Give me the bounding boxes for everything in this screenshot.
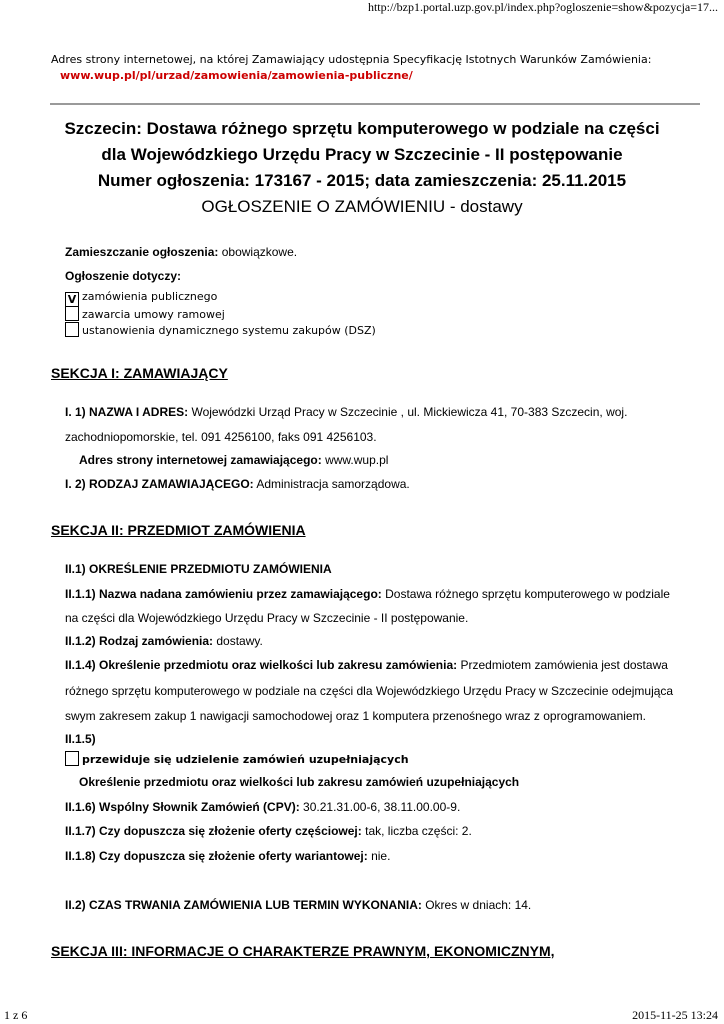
item-2-1-8 bbox=[65, 849, 390, 863]
placement-label: Zamieszczanie ogłoszenia: bbox=[65, 245, 219, 259]
item-2-2 bbox=[65, 898, 531, 912]
item-2-1-5-desc: Określenie przedmiotu oraz wielkości lub zakresu zamówień uzupełniających bbox=[79, 775, 520, 789]
section-2-heading: SEKCJA II: PRZEDMIOT ZAMÓWIENIA bbox=[51, 522, 306, 538]
concerns-option bbox=[65, 290, 217, 307]
item-2-1-7 bbox=[65, 824, 472, 838]
web-value[interactable]: www.wup.pl bbox=[325, 453, 389, 467]
item-2-1-1 bbox=[65, 587, 670, 601]
item-label: II.1.7) Czy dopuszcza się złożenie oferty częściowej: bbox=[65, 824, 362, 838]
section-3-heading: SEKCJA III: INFORMACJE O CHARAKTERZE PRAWNYM, EKONOMICZNYM, bbox=[51, 943, 555, 959]
web-label: Adres strony internetowej zamawiającego: bbox=[79, 453, 322, 467]
item-label: II.1.1) Nazwa nadana zamówieniu przez zamawiającego: bbox=[65, 587, 382, 601]
name-value: Wojewódzki Urząd Pracy w Szczecinie , ul. Mickiewicza 41, 70-383 Szczecin, woj. bbox=[191, 405, 628, 419]
siwz-label: Adres strony internetowej, na której Zamawiający udostępnia Specyfikację Istotnych Warunków Zamówienia: bbox=[51, 53, 652, 66]
item-2-1-4-cont: różnego sprzętu komputerowego w podziale na części dla Wojewódzkiego Urzędu Pracy w Szczecinie odejmująca bbox=[65, 684, 674, 698]
placement bbox=[65, 245, 297, 259]
option-label: ustanowienia dynamicznego systemu zakupów (DSZ) bbox=[82, 324, 376, 337]
title-line-3: Numer ogłoszenia: 173167 - 2015; data zamieszczenia: 25.11.2015 bbox=[97, 171, 627, 190]
type-value: Administracja samorządowa. bbox=[256, 477, 410, 491]
item-2-1-4-cont2: swym zakresem zakup 1 nawigacji samochodowej oraz 1 komputera przenośnego wraz z oprogramowaniem. bbox=[65, 709, 646, 723]
siwz-intro bbox=[51, 52, 651, 84]
item-2-1-5-option bbox=[65, 751, 409, 766]
item-label: II.1.6) Wspólny Słownik Zamówień (CPV): bbox=[65, 800, 300, 814]
option-label: zamówienia publicznego bbox=[82, 290, 218, 303]
print-url: http://bzp1.portal.uzp.gov.pl/index.php?ogloszenie=show&pozycja=17... bbox=[367, 0, 718, 14]
siwz-link[interactable]: www.wup.pl/pl/urzad/zamowienia/zamowienia-publiczne/ bbox=[60, 69, 413, 82]
contracting-name bbox=[65, 405, 627, 419]
item-value: dostawy. bbox=[216, 634, 263, 648]
subsection-2-1: II.1) OKREŚLENIE PRZEDMIOTU ZAMÓWIENIA bbox=[65, 562, 332, 576]
item-value: Dostawa różnego sprzętu komputerowego w podziale bbox=[385, 587, 670, 601]
concerns-option bbox=[65, 306, 225, 321]
item-label: II.1.8) Czy dopuszcza się złożenie oferty wariantowej: bbox=[65, 849, 368, 863]
contracting-web bbox=[79, 453, 388, 467]
contracting-type bbox=[65, 477, 410, 491]
checkbox bbox=[65, 322, 79, 337]
item-2-1-1-cont: na części dla Wojewódzkiego Urzędu Pracy w Szczecinie - II postępowanie. bbox=[65, 611, 469, 625]
item-value: 30.21.31.00-6, 38.11.00.00-9. bbox=[303, 800, 461, 814]
section-1-heading: SEKCJA I: ZAMAWIAJĄCY bbox=[51, 365, 228, 381]
item-2-1-5-label: II.1.5) bbox=[65, 732, 96, 746]
concerns-option bbox=[65, 322, 376, 337]
item-2-1-6 bbox=[65, 800, 460, 814]
item-label: II.1.4) Określenie przedmiotu oraz wielkości lub zakresu zamówienia: bbox=[65, 658, 458, 672]
title-line-1: Szczecin: Dostawa różnego sprzętu komputerowego w podziale na części bbox=[64, 119, 660, 138]
checkbox: V bbox=[65, 292, 79, 307]
item-value: Przedmiotem zamówienia jest dostawa bbox=[460, 658, 668, 672]
type-label: I. 2) RODZAJ ZAMAWIAJĄCEGO: bbox=[65, 477, 254, 491]
item-2-1-2 bbox=[65, 634, 263, 648]
item-value: Okres w dniach: 14. bbox=[425, 898, 532, 912]
item-label: II.2) CZAS TRWANIA ZAMÓWIENIA LUB TERMIN WYKONANIA: bbox=[65, 898, 422, 912]
page-number: 1 z 6 bbox=[4, 1008, 28, 1022]
notice-title bbox=[0, 116, 724, 220]
print-datetime: 2015-11-25 13:24 bbox=[632, 1008, 718, 1022]
item-2-1-4 bbox=[65, 658, 668, 672]
concerns-label: Ogłoszenie dotyczy: bbox=[65, 269, 182, 283]
divider bbox=[50, 103, 700, 105]
name-label: I. 1) NAZWA I ADRES: bbox=[65, 405, 189, 419]
item-value: tak, liczba części: 2. bbox=[365, 824, 472, 838]
notice-subtitle: OGŁOSZENIE O ZAMÓWIENIU - dostawy bbox=[201, 197, 523, 216]
option-label: przewiduje się udzielenie zamówień uzupełniających bbox=[82, 753, 409, 766]
title-line-2: dla Wojewódzkiego Urzędu Pracy w Szczecinie - II postępowanie bbox=[101, 145, 623, 164]
item-value: nie. bbox=[371, 849, 391, 863]
option-label: zawarcia umowy ramowej bbox=[82, 308, 225, 321]
checkbox bbox=[65, 306, 79, 321]
item-label: II.1.2) Rodzaj zamówienia: bbox=[65, 634, 214, 648]
checkbox bbox=[65, 751, 79, 766]
placement-value: obowiązkowe. bbox=[221, 245, 298, 259]
name-value-cont: zachodniopomorskie, tel. 091 4256100, faks 091 4256103. bbox=[65, 430, 377, 444]
